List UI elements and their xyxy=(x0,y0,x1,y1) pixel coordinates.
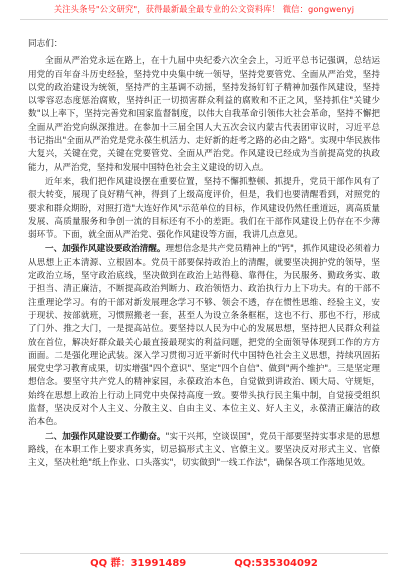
header-divider xyxy=(20,19,388,20)
paragraph-list xyxy=(28,55,380,470)
paragraph-heading: 二、加强作风建设要工作勤奋。 xyxy=(45,431,166,442)
document-body xyxy=(28,38,380,472)
footer-contact xyxy=(0,557,408,571)
paragraph xyxy=(28,55,380,175)
qq-group: QQ 群：31991489 xyxy=(90,558,187,569)
paragraph xyxy=(28,176,380,242)
paragraph-text: 理想信念是共产党员精神上的"钙"，抓作风建设必须着力从思想上正本清源、立根固本。党员干部要保持政治上的清醒，就要坚决拥护党的领导，坚定政治立场，坚守政治底线，坚决做到在政治上站得稳、靠得住，为民服务、勤政务实、敢于担当、清正廉洁，不断提高政治判断力、政治领悟力、政治执行力上下功夫。有的干部不注重理论学习。有的干部对新发展理念学习不够、领会不透，存在惯性思维、经验主义，安于现状、按部就班，习惯照搬老一套，甚至人为设立条条框框，这也不行、那也不行，形成了门外、推之大门，一是提高站位。要坚持以人民为中心的发展思想，坚持把人民群众利益放在首位，解决好群众最关心最直接最现实的利益问题，把党的全面领导体现到工作的方方面面。二是强化理论武装。深入学习贯彻习近平新时代中国特色社会主义思想，持续巩固拓展党史学习教育成果，切实增强"四个意识"、坚定"四个自信"、做到"两个维护"。三是坚定理想信念。要坚守共产党人的精神家园，永葆政治本色，自觉做到讲政治、顾大局、守规矩，始终在思想上政治上行动上同党中央保持高度一致。要带头执行民主集中制，自觉接受组织监督，坚决反对个人主义、分散主义、自由主义、本位主义、好人主义，永葆清正廉洁的政治本色。 xyxy=(28,244,380,428)
paragraph xyxy=(28,243,380,429)
salutation: 同志们： xyxy=(28,39,63,49)
paragraph-text: "实干兴邦，空谈误国"，党员干部要坚持实事求是的思想路线，在本职工作上要求真务实，切忌搞形式主义、官僚主义。要坚决反对形式主义、官僚主义，坚决杜绝"纸上作业、口头落实"，切实做到"一线工作法"，确保各项工作落地见效。 xyxy=(28,431,380,469)
paragraph-text: 全面从严治党永远在路上，在十九届中央纪委六次全会上，习近平总书记强调，总结运用党的百年奋斗历史经验，坚持党中央集中统一领导，坚持党要管党、全面从严治党，坚持以党的政治建设为统领，坚持严的主基调不动摇，坚持发扬钉钉子精神加强作风建设，坚持以零容忍态度惩治腐败，坚持纠正一切损害群众利益的腐败和不正之风，坚持抓住"关键少数"以上率下，坚持完善党和国家监督制度，以伟大自我革命引领伟大社会革命，坚持不懈把全面从严治党向纵深推进。在参加十三届全国人大五次会议内蒙古代表团审议时，习近平总书记指出"全面从严治党是党永葆生机活力、走好新的赶考之路的必由之路"。实现中华民族伟大复兴，关键在党，关键在党要管党、全面从严治党。作风建设已经成为当前提高党的执政能力，从严治党，坚持和发展中国特色社会主义建设的切入点。 xyxy=(28,56,380,173)
qq-number: QQ:535304092 xyxy=(234,558,318,569)
paragraph xyxy=(28,431,380,471)
header-banner: 关注头条号"公文研究"，获得最新最全最专业的公文资料库！ 微信：gongwenyj xyxy=(53,4,355,14)
paragraph-text: 近年来，我们把作风建设摆在重要位置，坚持不懈抓整顿、抓提升，党员干部作风有了很大转变，展现了良好精气神，得到了上级高度评价，但是，我们也要清醒看到，对照党的要求和群众期盼，对照打造"大连好作风"示范单位的目标，作风建设仍然任重道远，离高质量发展、高质量服务和争创一流的目标还有不小的差距。我们在干部作风建设上仍存在不少薄弱环节。下面，就全面从严治党、强化作风建设等方面，我讲几点意见。 xyxy=(28,176,380,241)
footer-divider xyxy=(20,553,388,554)
paragraph-heading: 一、加强作风建设要政治清醒。 xyxy=(45,244,166,255)
